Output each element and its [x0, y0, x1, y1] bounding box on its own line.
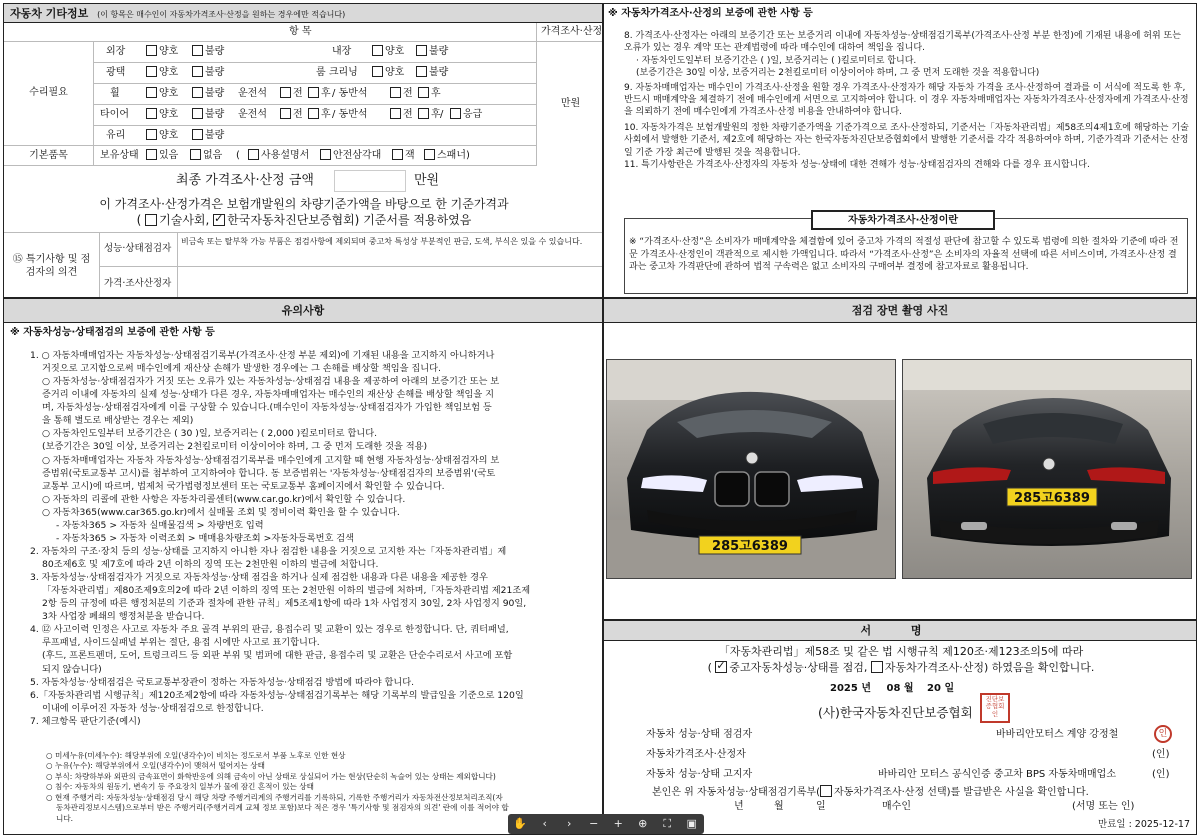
column-price: 가격조사·산정 [536, 23, 602, 42]
row-wheel [94, 84, 536, 105]
glass-good-label: 양호 [159, 130, 179, 141]
zoom-in-icon[interactable]: + [613, 817, 623, 831]
kaa-label: 한국자동차진단보증협회) [227, 213, 360, 227]
notes-line: (후드, 프론트펜더, 도어, 트렁크리드 등 외판 부위 및 범퍼에 대한 판금, 용접수리 및 교환은 단순수리로서 사고에 포함 [42, 650, 513, 662]
buyer-month: 월 [774, 801, 784, 812]
basic-have-label: 있음 [159, 150, 179, 161]
notes-line: 거짓으로 고지함으로써 매수인에게 재산상 손해가 발생한 경우에는 그 손해를 배상할 책임을 집니다. [42, 363, 441, 375]
tire-passenger-rear-checkbox[interactable] [418, 108, 429, 119]
date-year: 2025 [830, 683, 858, 694]
rear-car-photo [902, 359, 1192, 579]
manual-label: 사용설명서 [261, 150, 310, 161]
triangle-label: 안전삼각대 [333, 150, 382, 161]
tire-passenger-label: / 동반석 [332, 109, 368, 120]
price-check-label: 자동차가격조사·산정) [884, 661, 989, 674]
signature-row-pricer: 자동차가격조사·산정자 (인) [646, 749, 1170, 760]
other-info-header [4, 4, 602, 23]
zoom-out-icon[interactable]: − [589, 817, 599, 831]
notes-lines [30, 349, 598, 728]
notes-title: 유의사항 [281, 304, 325, 317]
definition-box-title: 자동차가격조사·산정이란 [811, 210, 995, 230]
notes-line: - 자동차365 > 자동차 이력조회 > 매매용차량조회 >자동차등록번호 검색 [56, 532, 355, 544]
tire-driver-rear-checkbox[interactable] [308, 108, 319, 119]
notes-line: 2항 등의 규정에 따른 행정처분의 기준과 절차에 관한 규칙」제5조제1항에 따라 1차 사업정지 30일, 2차 사업정지 90일, [42, 598, 527, 610]
wheel-passenger-front-checkbox[interactable] [390, 87, 401, 98]
photos-header [604, 299, 1196, 323]
repair-label: 수리필요 [29, 87, 68, 99]
warranty-item-8-period: · 자동차인도일부터 보증기간은 ( )일, 보증거리는 ( )킬로미터로 합니다. [636, 55, 917, 66]
photos-panel [603, 298, 1197, 620]
room-good-label: 양호 [385, 67, 405, 78]
definition-box [624, 215, 1188, 294]
notes-line: ○ 자동차매매업자는 자동차 자동차성능·상태점검기록부를 매수인에게 고지할 때 현행 자동차성능·상태점검자의 보 [42, 454, 500, 466]
price-warranty-panel [603, 3, 1197, 298]
tire-emergency-checkbox[interactable] [450, 108, 461, 119]
notes-small-line: ○ 미세누유(미세누수): 해당부위에 오일(냉각수)이 비치는 정도로서 부품 노후로 인한 현상 [46, 751, 346, 760]
column-header-row [4, 23, 603, 42]
other-info-panel [3, 3, 603, 298]
notes-line: 을 통해 별도로 배상받는 경우는 제외) [42, 415, 194, 427]
glass-good-checkbox[interactable] [146, 129, 157, 140]
tire-driver-rear-label: 후 [321, 109, 331, 120]
buyer-label: 매수인 [882, 801, 911, 812]
notes-small-line: ○ 부식: 차량하부와 외판의 금속표면이 화학반응에 의해 금속이 아닌 상태로 상실되어 가는 현상(단순히 녹슬어 있는 상태는 제외합니다) [46, 771, 496, 781]
notifier-seal: 인 [1155, 769, 1166, 780]
association-seal [980, 693, 1010, 723]
receipt-line [652, 785, 1192, 800]
notes-small-line: ○ 누유(누수): 해당부위에서 오일(냉각수)이 맺혀서 떨어지는 상태 [46, 761, 265, 771]
holding-status-label: 보유상태 [100, 150, 139, 161]
fit-icon[interactable]: ⊕ [638, 817, 648, 831]
final-price-input[interactable] [334, 170, 406, 192]
fullscreen-icon[interactable]: ⛶ [663, 817, 672, 831]
perf-inspector-label: 성능·상태점검자 [100, 233, 178, 267]
warranty-item-10: 10. 자동차가격은 보험개발원의 정한 차량기준가액을 기준가격으로 조사·산정하되, 기준서는「자동차관리법」제58조의4제1호에 해당하는 기술사회에서 발행한 기준서, 제2호에 해당하는 자는 한국자동차진단보증협회에서 발행한 기준서를 각각 적용하여야 하며, 기준가격과 기준서는 산정일 기준 가장 최근에 발행된 것을 적용합니다. [624, 122, 1189, 158]
tire-driver-front-checkbox[interactable] [280, 108, 291, 119]
price-unit: 만원 [560, 97, 581, 109]
signature-check-line [604, 661, 1197, 675]
notes-line: ○ 자동차성능·상태점검자가 거짓 또는 오류가 있는 자동차성능·상태점검 내용을 제공하여 아래의 보증기간 또는 보 [42, 376, 500, 388]
price-check-checkbox[interactable] [871, 661, 883, 673]
manual-checkbox[interactable] [248, 149, 259, 160]
notes-line: ○ 자동차인도일부터 보증기간은 ( 30 )일, 보증거리는 ( 2,000 )킬로미터로 합니다. [42, 428, 378, 440]
date-month: 08 [886, 683, 901, 694]
next-icon[interactable]: › [567, 817, 572, 831]
interior-label: 내장 [332, 46, 352, 57]
tech-society-checkbox[interactable] [145, 214, 157, 226]
pricer-label: 자동차가격조사·산정자 [646, 749, 746, 760]
exterior-good-checkbox[interactable] [146, 45, 157, 56]
gloss-good-label: 양호 [159, 67, 179, 78]
inspector-seal: 인 [1154, 725, 1172, 743]
price-inspector-label: 가격·조사산정자 [100, 267, 178, 298]
notes-line: 이내에 이루어진 자동차 성능·상태점검으로 한정합니다. [42, 702, 264, 714]
room-good-checkbox[interactable] [372, 66, 383, 77]
buyer-day: 일 [816, 801, 826, 812]
signature-confirm: 하였음을 확인합니다. [991, 661, 1095, 674]
spanner-label: 스패너 [437, 150, 466, 161]
triangle-checkbox[interactable] [320, 149, 331, 160]
wheel-passenger-label: / 동반석 [332, 88, 368, 99]
notes-line: 7. 체크항목 판단기준(예시) [30, 715, 141, 727]
criteria-line-2 [4, 213, 603, 228]
basic-none-checkbox[interactable] [190, 149, 201, 160]
wheel-driver-rear-label: 후 [321, 88, 331, 99]
criteria-text-1: 이 가격조사·산정가격은 보험개발원의 차량기준가액을 바탕으로 한 기준가격과 [99, 197, 509, 211]
warranty-item-11: 11. 특기사항란은 가격조사·산정자의 자동차 성능·상태에 대한 견해가 성능·상태점검자의 견해와 다를 경우 표시합니다. [624, 160, 1090, 171]
other-info-subtitle: (이 항목은 매수인이 자동차가격조사·산정을 원하는 경우에만 적습니다) [97, 10, 346, 19]
signature-row-inspector [646, 725, 1190, 745]
inspector-label: 자동차 성능·상태 점검자 [646, 729, 753, 740]
special-notes-block [4, 232, 603, 298]
tire-bad-checkbox[interactable] [192, 108, 203, 119]
date-month-unit: 월 [903, 683, 914, 694]
interior-good-label: 양호 [385, 46, 405, 57]
signature-open: ( [707, 661, 712, 674]
buyer-year: 년 [734, 801, 744, 812]
receipt-text-1: 본인은 위 자동차성능·상태점검기록부( [652, 787, 820, 798]
wheel-bad-label: 불량 [205, 88, 225, 99]
receipt-price-checkbox[interactable] [820, 785, 832, 797]
warranty-item-8: 8. 가격조사·산정자는 아래의 보증기간 또는 보증거리 이내에 자동차성능·상태점검기록부(가격조사·산정 부분 한정)에 기재된 내용에 허위 또는 오류가 있는 경우 계약 또는 관계법령에 따라 매수인에 대하여 책임을 집니다. [624, 31, 1181, 54]
date-day-unit: 일 [944, 683, 955, 694]
interior-bad-label: 불량 [429, 46, 449, 57]
basic-none-label: 없음 [203, 150, 223, 161]
notes-small-line: ○ 현재 주행거리: 자동차성능·상태점검 당시 해당 차량 주행거리계의 주행거리를 기록하되, 기록한 주행거리가 자동차전산정보처리조직(자 [46, 792, 503, 802]
special-notes-label: ⑮ 특기사항 및 점검자의 의견 [4, 233, 100, 298]
notes-line: 5. 자동차성능·상태점검은 국토교통부장관이 정하는 자동차성능·상태점검 방법에 따라야 합니다. [30, 676, 415, 688]
expiry-date: 만료일 : 2025-12-17 [1098, 819, 1190, 830]
criteria-close: 기준서를 적용하였음 [363, 213, 472, 227]
tire-label: 타이어 [100, 109, 129, 120]
signature-rows [646, 725, 1190, 785]
room-bad-checkbox[interactable] [416, 66, 427, 77]
notes-line: 6.「자동차관리법 시행규칙」제120조제2항에 따라 자동차성능·상태점검기록부는 해당 기록부의 발급일을 기준으로 120일 [30, 689, 524, 701]
signature-header [604, 621, 1196, 641]
wheel-driver-front-checkbox[interactable] [280, 87, 291, 98]
tire-bad-label: 불량 [205, 109, 225, 120]
row-exterior [94, 42, 536, 63]
warranty-item-8-note: (보증기간은 30일 이상, 보증거리는 2천킬로미터 이상이어야 하며, 그 중 먼저 도래한 것을 적용합니다) [636, 68, 1040, 79]
tire-emergency-label: 응급 [463, 109, 483, 120]
signature-org: (사)한국자동차진단보증협회 [818, 705, 973, 720]
notifier-value: 바바리안 모터스 공식인증 중고차 BPS 자동차매매업소 [878, 769, 1116, 780]
interior-bad-checkbox[interactable] [416, 45, 427, 56]
notes-line: 3차 사업장 폐쇄의 행정처분을 받습니다. [42, 611, 205, 623]
jack-checkbox[interactable] [392, 149, 403, 160]
signature-title: 서 명 [860, 624, 940, 637]
interior-good-checkbox[interactable] [372, 45, 383, 56]
wheel-passenger-rear-label: 후 [431, 88, 441, 99]
row-tire: 타이어 양호 불량 운전석 전 후 / 동반석 전 후 / 응급 [94, 105, 536, 126]
wheel-label: 휠 [110, 88, 120, 99]
notes-small-line: 니다. [56, 813, 74, 823]
wheel-driver-label: 운전석 [238, 88, 267, 99]
notes-line: 3. 자동차성능·상태점검자가 거짓으로 자동차성능·상태 점검을 하거나 실제 점검한 내용과 다른 내용을 제공한 경우 [30, 572, 488, 584]
notes-line: 되지 않습니다) [42, 663, 102, 675]
notes-line: 1. ○ 자동차매매업자는 자동차성능·상태점검기록부(가격조사·산정 부분 제외)에 기재된 내용을 고지하지 아니하거나 [30, 350, 495, 361]
gloss-label: 광택 [106, 67, 126, 78]
wheel-bad-checkbox[interactable] [192, 87, 203, 98]
viewer-toolbar [508, 814, 704, 834]
final-price-unit: 만원 [414, 173, 440, 188]
row-glass [94, 126, 536, 146]
photos-title: 점검 장면 촬영 사진 [851, 304, 949, 317]
signature-date [830, 683, 954, 696]
warranty-item-9: 9. 자동차매매업자는 매수인이 가격조사·산정을 원할 경우 가격조사·산정자가 해당 자동차 가격을 조사·산정하여 결과를 이 서식에 적도록 한 후, 반드시 매매계약을 체결하기 전에 매수인에게 서면으로 고지하여야 합니다. 이 경우 자동차매매업자는 자동차가격조사·산정자에게 가격조사·산정을 의뢰하기 전에 매수인에게 가격조사·산정 비용을 안내하여야 합니다. [624, 82, 1189, 118]
tire-good-label: 양호 [159, 109, 179, 120]
notes-line: 교통부 고시)에 따르며, 법제처 국가법령정보센터 또는 국토교통부 홈페이지에서 확인할 수 있습니다. [42, 480, 445, 492]
inspector-value: 바바리안모터스 계양 강정철 [996, 729, 1119, 740]
price-warranty-items [624, 30, 1190, 171]
exterior-label: 외장 [106, 46, 126, 57]
final-price-label: 최종 가격조사·산정 금액 [176, 173, 314, 188]
kaa-checkbox[interactable] [213, 214, 225, 226]
definition-box-text: ※ “가격조사·산정”은 소비자가 매매계약을 체결함에 있어 중고차 가격의 적절성 판단에 참고할 수 있도록 법령에 의한 절차와 기준에 따라 전문 가격조사·산정인이 객관적으로 제시한 가액입니다. 따라서 “가격조사·산정”은 소비자의 자율적 선택에 따른 서비스이며, 가격조사·산정 결과는 중고차 가격판단에 관하여 법적 구속력은 없고 소비자의 구매여부 결정에 참고자료로 활용됩니다. [629, 237, 1179, 273]
basic-items-label: 기본품목 [4, 146, 94, 166]
buyer-sign: (서명 또는 인) [1072, 801, 1135, 812]
wheel-driver-front-label: 전 [293, 88, 303, 99]
price-unit-cell [536, 42, 603, 166]
notes-line: 「자동차관리법」제80조제9호의2에 따라 2년 이하의 징역 또는 2천만원 이하의 벌금에 처하며,「자동차관리법 제21조제 [42, 585, 531, 597]
notes-small-line: 동차관리정보시스템)으로부터 받은 주행거리(주행거리계 교체 정보 포함)보다 적은 경우 '특기사항 및 점검자의 의견' 란에 이를 적어야 합 [56, 803, 509, 813]
tire-passenger-front-label: 전 [403, 109, 413, 120]
used-car-check-checkbox[interactable] [715, 661, 727, 673]
gloss-bad-checkbox[interactable] [192, 66, 203, 77]
notes-line: 80조제6호 및 제7호에 따라 2년 이하의 징역 또는 2천만원 이하의 벌금에 처합니다. [42, 559, 379, 570]
signature-panel [603, 620, 1197, 835]
pricer-seal: 인 [1155, 749, 1166, 760]
other-info-title: 자동차 기타정보 [10, 7, 89, 20]
prev-icon[interactable]: ‹ [542, 817, 547, 831]
final-price-row [4, 170, 603, 194]
perf-note: 비금속 또는 탈부착 가능 부품은 점검사항에 제외되며 중고차 특성상 부분적인 판금, 도색, 부식은 있을 수 있습니다. [178, 233, 603, 267]
exterior-good-label: 양호 [159, 46, 179, 57]
room-bad-label: 불량 [429, 67, 449, 78]
wheel-passenger-rear-checkbox[interactable] [418, 87, 429, 98]
notes-subtitle: ※ 자동차성능·상태점검의 보증에 관한 사항 등 [10, 327, 215, 338]
glass-bad-label: 불량 [205, 130, 225, 141]
notes-header [4, 299, 602, 323]
hand-icon[interactable]: ✋ [513, 817, 528, 831]
notes-line: - 자동차365 > 자동차 실매물검색 > 차량번호 입력 [56, 519, 264, 531]
exterior-bad-checkbox[interactable] [192, 45, 203, 56]
tire-driver-label: 운전석 [238, 109, 267, 120]
wheel-passenger-front-label: 전 [403, 88, 413, 99]
tire-driver-front-label: 전 [293, 109, 303, 120]
criteria-open: ( [136, 213, 142, 227]
wheel-good-label: 양호 [159, 88, 179, 99]
exterior-bad-label: 불량 [205, 46, 225, 57]
notes-small-line: ○ 침수: 자동차의 원동기, 변속기 등 주요장치 일부가 물에 잠긴 흔적이 있는 상태 [46, 782, 314, 792]
wheel-good-checkbox[interactable] [146, 87, 157, 98]
gloss-good-checkbox[interactable] [146, 66, 157, 77]
room-cleaning-label: 룸 크리닝 [316, 67, 358, 78]
notes-line: 2. 자동차의 구조·장치 등의 성능·상태를 고지하지 아니한 자나 점검한 내용을 거짓으로 고지한 자는「자동차관리법」제 [30, 545, 507, 557]
basic-have-checkbox[interactable] [146, 149, 157, 160]
notifier-label: 자동차 성능·상태 고지자 [646, 769, 753, 780]
row-gloss [94, 63, 536, 84]
date-year-unit: 년 [861, 683, 871, 694]
jack-label: 잭 [405, 150, 415, 161]
criteria-line-1 [4, 197, 603, 212]
rear-plate-text: 285고6389 [1014, 491, 1090, 506]
tech-society-label: 기술사회, [159, 213, 210, 227]
notes-line: (보증기간은 30일 이상, 보증거리는 2천킬로미터 이상이어야 하며, 그 중 먼저 도래한 것을 적용) [42, 441, 428, 453]
price-warranty-title: ※ 자동차가격조사·산정의 보증에 관한 사항 등 [608, 8, 813, 19]
exit-icon[interactable]: ▣ [686, 817, 697, 831]
notes-panel [3, 298, 603, 835]
receipt-text-2: 자동차가격조사·산정 선택)를 발급받은 사실을 확인합니다. [834, 787, 1089, 798]
glass-label: 유리 [106, 130, 126, 141]
notes-line: 루프패널, 사이드실패널 부위는 절단, 용접 시에만 사고로 표기합니다. [42, 637, 320, 649]
row-basic-items: 기본품목 보유상태 있음 없음 ( 사용설명서 안전삼각대 잭 스패너) [4, 146, 536, 166]
notes-line: ○ 자동차365(www.car365.go.kr)에서 실매물 조회 및 정비이력 확인을 할 수 있습니다. [42, 506, 400, 518]
notes-line: 며, 자동차성능·상태점검자에게 이를 구상할 수 있습니다.(매수인이 자동차성능·상태점검자가 가입한 책임보험 등 [42, 402, 492, 414]
front-plate-text: 285고6389 [712, 539, 788, 554]
front-car-photo [606, 359, 896, 579]
notes-line: ○ 자동차의 리콜에 관한 사항은 자동차리콜센터(www.car.go.kr)에서 확인할 수 있습니다. [42, 493, 406, 505]
wheel-driver-rear-checkbox[interactable] [308, 87, 319, 98]
notes-line: 증거리 이내에 자동차의 실제 성능·상태가 다른 경우, 자동차매매업자는 매수인의 재산상 손해를 배상할 책임을 지 [42, 389, 495, 401]
tire-passenger-rear-label: 후 [431, 109, 441, 120]
signature-row-notifier: 자동차 성능·상태 고지자 바바리안 모터스 공식인증 중고차 BPS 자동차매매업소 (인) [646, 769, 1170, 780]
notes-line: 4. ⑫ 사고이력 인정은 사고로 자동차 주요 골격 부위의 판금, 용접수리 및 교환이 있는 경우로 한정합니다. 단, 쿼터패널, [30, 624, 509, 636]
glass-bad-checkbox[interactable] [192, 129, 203, 140]
used-car-check-label: 중고자동차성능·상태를 점검, [729, 661, 868, 674]
date-day: 20 [927, 683, 941, 694]
tire-passenger-front-checkbox[interactable] [390, 108, 401, 119]
tire-good-checkbox[interactable] [146, 108, 157, 119]
association-seal-text: 진단보증협회인 [985, 695, 1005, 718]
repair-label-cell [4, 42, 94, 146]
signature-law-line: 「자동차관리법」제58조 및 같은 법 시행규칙 제120조·제123조의5에 따라 [718, 645, 1084, 658]
spanner-checkbox[interactable] [424, 149, 435, 160]
notes-line: 증범위(국토교통부 고시)를 첨부하여 고지하여야 합니다. 동 보증범위는 '자동차성능·상태점검자의 보증범위'(국토 [42, 467, 496, 479]
column-item: 항 목 [289, 26, 312, 37]
gloss-bad-label: 불량 [205, 67, 225, 78]
